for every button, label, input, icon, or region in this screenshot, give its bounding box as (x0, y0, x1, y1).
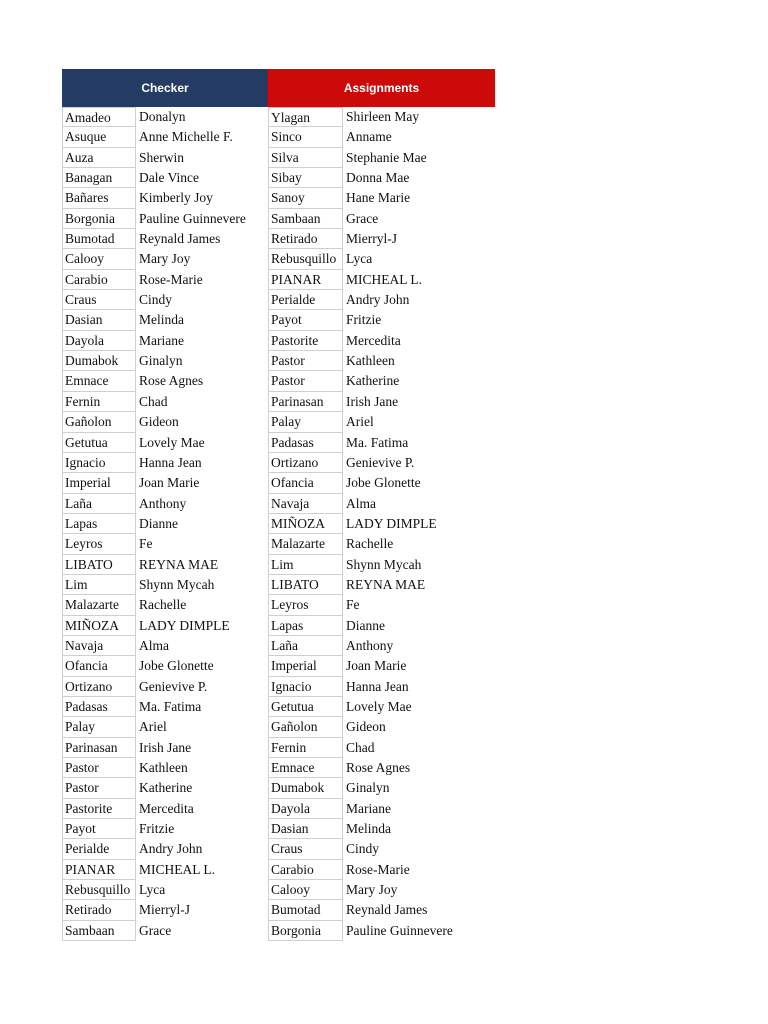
assignment-last-name: Dasian (268, 819, 343, 839)
assignment-last-name: Dayola (268, 799, 343, 819)
table-row (62, 555, 495, 575)
assignment-last-name: Silva (268, 148, 343, 168)
assignment-first-name: Mary Joy (346, 882, 398, 898)
table-row (62, 371, 495, 391)
table-row (62, 616, 495, 636)
assignment-last-name: Ortizano (268, 453, 343, 473)
assignment-first-name: Joan Marie (346, 658, 407, 674)
checker-last-name: Malazarte (62, 595, 136, 615)
checker-last-name: Imperial (62, 473, 136, 493)
checker-last-name: Laña (62, 494, 136, 514)
checker-first-name: Fritzie (139, 821, 175, 837)
assignment-last-name: Getutua (268, 697, 343, 717)
assignment-first-name: Stephanie Mae (346, 149, 427, 165)
table-row (62, 148, 495, 168)
checker-first-name: Andry John (139, 841, 203, 857)
checker-last-name: Parinasan (62, 738, 136, 758)
assignment-first-name: Kathleen (346, 353, 395, 369)
assignment-last-name: Pastorite (268, 331, 343, 351)
assignment-first-name: Fritzie (346, 312, 382, 328)
table-row (62, 412, 495, 432)
table-row (62, 209, 495, 229)
checker-last-name: Borgonia (62, 209, 136, 229)
assignment-last-name: Craus (268, 839, 343, 859)
checker-last-name: Fernin (62, 392, 136, 412)
assignment-last-name: Carabio (268, 860, 343, 880)
assignment-first-name: Lovely Mae (346, 698, 412, 714)
table-row (62, 595, 495, 615)
table-row (62, 188, 495, 208)
checker-first-name: Chad (139, 393, 168, 409)
assignment-last-name: Borgonia (268, 921, 343, 941)
assignment-first-name: Mierryl-J (346, 231, 397, 247)
checker-first-name: Shynn Mycah (139, 576, 215, 592)
assignment-first-name: Irish Jane (346, 393, 399, 409)
assignment-last-name: Palay (268, 412, 343, 432)
table-row (62, 107, 495, 127)
assignment-first-name: Shynn Mycah (346, 556, 422, 572)
assignment-last-name: Bumotad (268, 900, 343, 920)
assignment-first-name: Katherine (346, 373, 400, 389)
checker-last-name: Asuque (62, 127, 136, 147)
table-row (62, 697, 495, 717)
table-row (62, 575, 495, 595)
assignment-last-name: Sanoy (268, 188, 343, 208)
checker-last-name: Carabio (62, 270, 136, 290)
checker-first-name: MICHEAL L. (139, 861, 215, 877)
table-row (62, 880, 495, 900)
checker-first-name: Anne Michelle F. (139, 129, 233, 145)
assignment-first-name: Reynald James (346, 902, 428, 918)
assignment-first-name: Rose-Marie (346, 861, 410, 877)
assignment-last-name: Ignacio (268, 677, 343, 697)
table-row (62, 921, 495, 941)
table-row (62, 860, 495, 880)
checker-first-name: Lyca (139, 882, 166, 898)
assignment-last-name: Sambaan (268, 209, 343, 229)
checker-last-name: Craus (62, 290, 136, 310)
checker-first-name: Pauline Guinnevere (139, 210, 246, 226)
assignment-last-name: Padasas (268, 433, 343, 453)
table-row (62, 249, 495, 269)
assignment-last-name: Fernin (268, 738, 343, 758)
checker-first-name: Ginalyn (139, 353, 183, 369)
assignments-header: Assignments (268, 69, 495, 107)
table-header (62, 69, 495, 107)
table-row (62, 677, 495, 697)
assignment-last-name: Perialde (268, 290, 343, 310)
assignment-first-name: Pauline Guinnevere (346, 922, 453, 938)
assignment-first-name: Anname (346, 129, 392, 145)
checker-last-name: Ofancia (62, 656, 136, 676)
checker-last-name: Pastor (62, 758, 136, 778)
table-row (62, 270, 495, 290)
checker-last-name: LIBATO (62, 555, 136, 575)
checker-first-name: Fe (139, 536, 153, 552)
checker-first-name: Kathleen (139, 760, 188, 775)
assignment-first-name: Chad (346, 739, 375, 755)
assignment-first-name: Dianne (346, 617, 385, 633)
checker-last-name: Ortizano (62, 677, 136, 697)
assignment-last-name: Ylagan (268, 107, 343, 127)
checker-last-name: Bañares (62, 188, 136, 208)
checker-first-name: Dianne (139, 515, 178, 531)
table-row (62, 656, 495, 676)
checker-last-name: Sambaan (62, 921, 136, 941)
assignment-first-name: Fe (346, 597, 360, 613)
checker-first-name: Melinda (139, 312, 184, 328)
assignment-first-name: Cindy (346, 841, 380, 857)
table-row (62, 839, 495, 859)
assignment-first-name: Shirleen May (346, 109, 420, 124)
assignment-last-name: Imperial (268, 656, 343, 676)
assignment-last-name: Pastor (268, 351, 343, 371)
checker-last-name: Ignacio (62, 453, 136, 473)
assignment-first-name: Hane Marie (346, 190, 411, 206)
checker-first-name: Mary Joy (139, 251, 191, 267)
checker-last-name: Calooy (62, 249, 136, 269)
assignment-first-name: Rose Agnes (346, 760, 411, 775)
checker-first-name: Cindy (139, 292, 173, 308)
checker-first-name: Rose-Marie (139, 271, 203, 287)
assignment-last-name: Lim (268, 555, 343, 575)
checker-last-name: Retirado (62, 900, 136, 920)
checker-last-name: Lim (62, 575, 136, 595)
checker-header: Checker (62, 69, 268, 107)
assignment-first-name: Ginalyn (346, 780, 390, 796)
assignment-first-name: Jobe Glonette (346, 475, 421, 491)
checker-first-name: Alma (139, 637, 169, 653)
assignment-last-name: Emnace (268, 758, 343, 778)
checker-first-name: Donalyn (139, 109, 186, 124)
checker-first-name: Hanna Jean (139, 454, 202, 470)
table-row (62, 168, 495, 188)
checker-last-name: Dayola (62, 331, 136, 351)
table-row (62, 453, 495, 473)
table-row (62, 494, 495, 514)
table-row (62, 290, 495, 310)
assignment-last-name: Sinco (268, 127, 343, 147)
assignment-first-name: Lyca (346, 251, 373, 267)
assignment-last-name: Parinasan (268, 392, 343, 412)
checker-last-name: Bumotad (62, 229, 136, 249)
checker-first-name: Joan Marie (139, 475, 200, 491)
table-row (62, 514, 495, 534)
checker-first-name: Anthony (139, 495, 187, 511)
table-row (62, 900, 495, 920)
checker-last-name: Pastorite (62, 799, 136, 819)
assignment-first-name: Mercedita (346, 332, 401, 348)
assignment-first-name: Andry John (346, 292, 410, 308)
assignment-last-name: Payot (268, 310, 343, 330)
checker-first-name: Mariane (139, 332, 184, 348)
assignment-last-name: Leyros (268, 595, 343, 615)
checker-last-name: PIANAR (62, 860, 136, 880)
assignment-sheet (62, 69, 495, 941)
checker-first-name: Reynald James (139, 231, 221, 247)
checker-last-name: Emnace (62, 371, 136, 391)
assignment-last-name: LIBATO (268, 575, 343, 595)
checker-last-name: Getutua (62, 433, 136, 453)
checker-first-name: Jobe Glonette (139, 658, 214, 674)
assignment-first-name: MICHEAL L. (346, 271, 422, 287)
assignment-first-name: Donna Mae (346, 170, 410, 186)
assignment-first-name: Rachelle (346, 536, 394, 552)
table-row (62, 799, 495, 819)
table-row (62, 473, 495, 493)
assignment-last-name: Malazarte (268, 534, 343, 554)
assignment-last-name: Ofancia (268, 473, 343, 493)
table-row (62, 534, 495, 554)
table-row (62, 310, 495, 330)
table-row (62, 778, 495, 798)
assignment-first-name: Ariel (346, 414, 374, 430)
checker-first-name: Dale Vince (139, 170, 200, 186)
table-row (62, 229, 495, 249)
checker-last-name: Amadeo (62, 107, 136, 127)
checker-last-name: Dasian (62, 310, 136, 330)
checker-last-name: Banagan (62, 168, 136, 188)
assignment-first-name: Mariane (346, 800, 391, 816)
checker-last-name: Dumabok (62, 351, 136, 371)
checker-first-name: Irish Jane (139, 739, 192, 755)
table-row (62, 433, 495, 453)
assignment-first-name: Genievive P. (346, 454, 415, 470)
assignment-last-name: Sibay (268, 168, 343, 188)
assignment-first-name: Ma. Fatima (346, 434, 409, 450)
checker-last-name: Padasas (62, 697, 136, 717)
assignment-last-name: Dumabok (268, 778, 343, 798)
checker-first-name: Ariel (139, 719, 167, 735)
table-row (62, 819, 495, 839)
checker-first-name: Rachelle (139, 597, 187, 613)
assignment-last-name: PIANAR (268, 270, 343, 290)
checker-last-name: MIÑOZA (62, 616, 136, 636)
table-row (62, 738, 495, 758)
assignment-first-name: Melinda (346, 821, 391, 837)
assignment-last-name: Rebusquillo (268, 249, 343, 269)
checker-last-name: Rebusquillo (62, 880, 136, 900)
checker-first-name: Genievive P. (139, 678, 208, 694)
assignment-first-name: Grace (346, 210, 379, 226)
checker-last-name: Payot (62, 819, 136, 839)
checker-first-name: Kimberly Joy (139, 190, 213, 206)
assignment-last-name: Pastor (268, 371, 343, 391)
checker-first-name: Grace (139, 922, 172, 938)
checker-last-name: Gañolon (62, 412, 136, 432)
assignment-first-name: Anthony (346, 637, 394, 653)
assignment-first-name: Gideon (346, 719, 386, 735)
assignment-first-name: LADY DIMPLE (346, 515, 437, 531)
checker-first-name: Gideon (139, 414, 179, 430)
checker-last-name: Pastor (62, 778, 136, 798)
table-body (62, 107, 495, 941)
checker-last-name: Navaja (62, 636, 136, 656)
checker-first-name: Ma. Fatima (139, 698, 202, 714)
assignment-first-name: Alma (346, 495, 376, 511)
checker-first-name: LADY DIMPLE (139, 617, 230, 633)
table-row (62, 636, 495, 656)
checker-first-name: Katherine (139, 780, 193, 796)
checker-first-name: Sherwin (139, 149, 184, 165)
table-row (62, 758, 495, 778)
assignment-last-name: Lapas (268, 616, 343, 636)
assignment-last-name: MIÑOZA (268, 514, 343, 534)
checker-first-name: Mercedita (139, 800, 194, 816)
checker-first-name: Mierryl-J (139, 902, 190, 918)
assignment-last-name: Retirado (268, 229, 343, 249)
assignment-last-name: Calooy (268, 880, 343, 900)
assignment-first-name: REYNA MAE (346, 576, 426, 592)
table-row (62, 127, 495, 147)
table-row (62, 351, 495, 371)
checker-first-name: REYNA MAE (139, 556, 219, 572)
checker-last-name: Lapas (62, 514, 136, 534)
checker-last-name: Leyros (62, 534, 136, 554)
assignment-last-name: Gañolon (268, 717, 343, 737)
checker-last-name: Auza (62, 148, 136, 168)
table-row (62, 717, 495, 737)
checker-last-name: Perialde (62, 839, 136, 859)
assignment-last-name: Laña (268, 636, 343, 656)
assignment-last-name: Navaja (268, 494, 343, 514)
checker-first-name: Rose Agnes (139, 373, 204, 389)
table-row (62, 331, 495, 351)
assignment-first-name: Hanna Jean (346, 678, 409, 694)
checker-first-name: Lovely Mae (139, 434, 205, 450)
table-row (62, 392, 495, 412)
checker-last-name: Palay (62, 717, 136, 737)
